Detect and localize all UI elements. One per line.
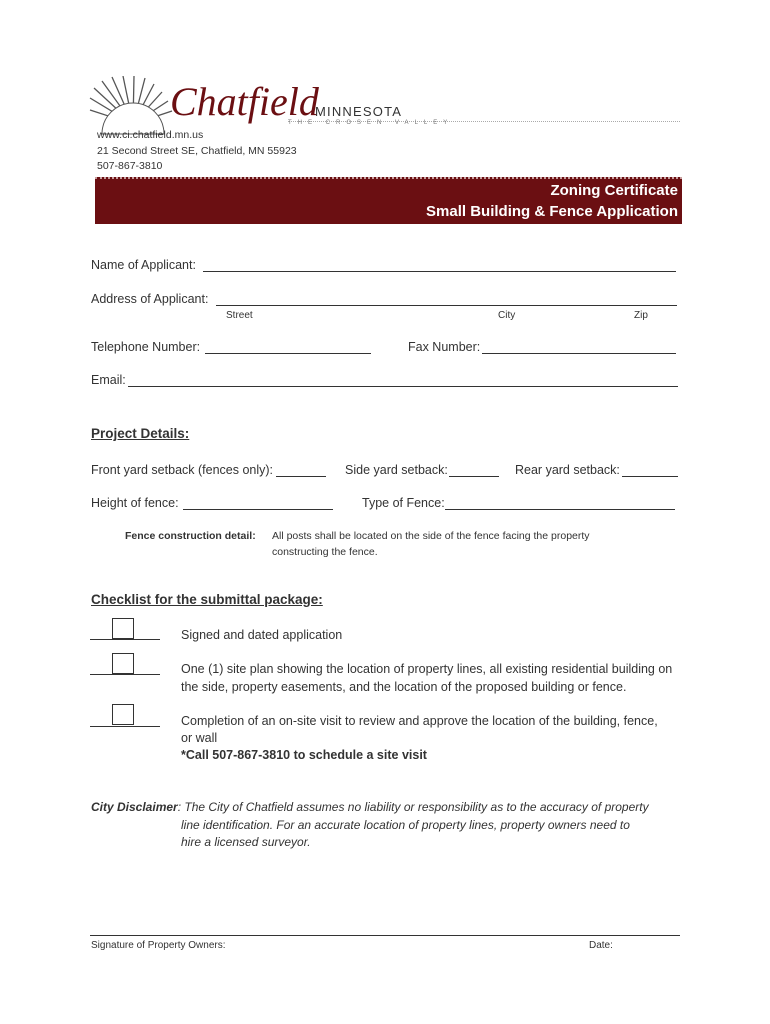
- front-setback-field[interactable]: [276, 476, 326, 477]
- name-field[interactable]: [203, 271, 676, 272]
- fence-detail-line2: constructing the fence.: [272, 546, 378, 558]
- side-setback-field[interactable]: [449, 476, 499, 477]
- disclaimer-line2: line identification. For an accurate location of property lines, property owners need to: [181, 818, 630, 832]
- banner-subtitle: Small Building & Fence Application: [426, 203, 678, 220]
- height-field[interactable]: [183, 509, 333, 510]
- type-field[interactable]: [445, 509, 675, 510]
- logo-tagline: THE CROSEN VALLEY: [288, 120, 454, 126]
- title-banner: [95, 177, 682, 224]
- banner-title: Zoning Certificate: [550, 182, 678, 199]
- city-label: City: [498, 310, 516, 321]
- disclaimer-line1: [91, 800, 649, 814]
- name-label: Name of Applicant:: [91, 258, 196, 272]
- fence-detail-label: Fence construction detail:: [125, 530, 256, 542]
- checkbox-site-plan[interactable]: [112, 653, 134, 674]
- telephone-label: Telephone Number:: [91, 340, 201, 354]
- project-heading: Project Details:: [91, 426, 190, 441]
- street-label: Street: [226, 310, 253, 321]
- zip-label: Zip: [634, 310, 648, 321]
- date-label: Date:: [589, 940, 613, 951]
- logo-wordmark: Chatfield: [170, 79, 319, 124]
- height-label: Height of fence:: [91, 496, 179, 510]
- address-field[interactable]: [216, 305, 677, 306]
- disclaimer-text: : The City of Chatfield assumes no liability or responsibility as to the accuracy of property: [177, 800, 649, 814]
- checklist-item-1: Signed and dated application: [181, 628, 343, 642]
- fax-label: Fax Number:: [408, 340, 481, 354]
- email-label: Email:: [91, 373, 126, 387]
- phone: 507-867-3810: [97, 160, 163, 172]
- disclaimer-label: City Disclaimer: [91, 800, 178, 814]
- side-setback-label: Side yard setback:: [345, 463, 448, 477]
- checkbox-signed[interactable]: [112, 618, 134, 639]
- telephone-field[interactable]: [205, 353, 371, 354]
- checklist-item-2-line1: One (1) site plan showing the location of property lines, all existing residential building on: [181, 662, 673, 676]
- disclaimer-line3: hire a licensed surveyor.: [181, 835, 311, 849]
- sunburst-icon: [88, 76, 178, 136]
- checkbox-line: [90, 726, 160, 727]
- signature-line[interactable]: [90, 935, 680, 936]
- signature-label: Signature of Property Owners:: [91, 940, 226, 951]
- checklist-item-2-line2: the side, property easements, and the location of the proposed building or fence.: [181, 680, 627, 694]
- checkbox-line: [90, 674, 160, 675]
- rear-setback-field[interactable]: [622, 476, 678, 477]
- email-field[interactable]: [128, 386, 678, 387]
- rear-setback-label: Rear yard setback:: [515, 463, 620, 477]
- front-setback-label: Front yard setback (fences only):: [91, 463, 274, 477]
- fax-field[interactable]: [482, 353, 676, 354]
- address: 21 Second Street SE, Chatfield, MN 55923: [97, 145, 297, 157]
- logo-state: MINNESOTA: [315, 104, 403, 119]
- checklist-item-3-line2: or wall: [181, 731, 218, 745]
- type-label: Type of Fence:: [362, 496, 445, 510]
- address-label: Address of Applicant:: [91, 292, 209, 306]
- checklist-item-3-line1: Completion of an on-site visit to review and approve the location of the building, fence,: [181, 714, 658, 728]
- checkbox-line: [90, 639, 160, 640]
- fence-detail-line1: All posts shall be located on the side of the fence facing the property: [272, 530, 590, 542]
- website: www.ci.chatfield.mn.us: [97, 129, 204, 141]
- checklist-heading: Checklist for the submittal package:: [91, 592, 323, 607]
- site-visit-call: *Call 507-867-3810 to schedule a site visit: [181, 748, 427, 762]
- checkbox-site-visit[interactable]: [112, 704, 134, 725]
